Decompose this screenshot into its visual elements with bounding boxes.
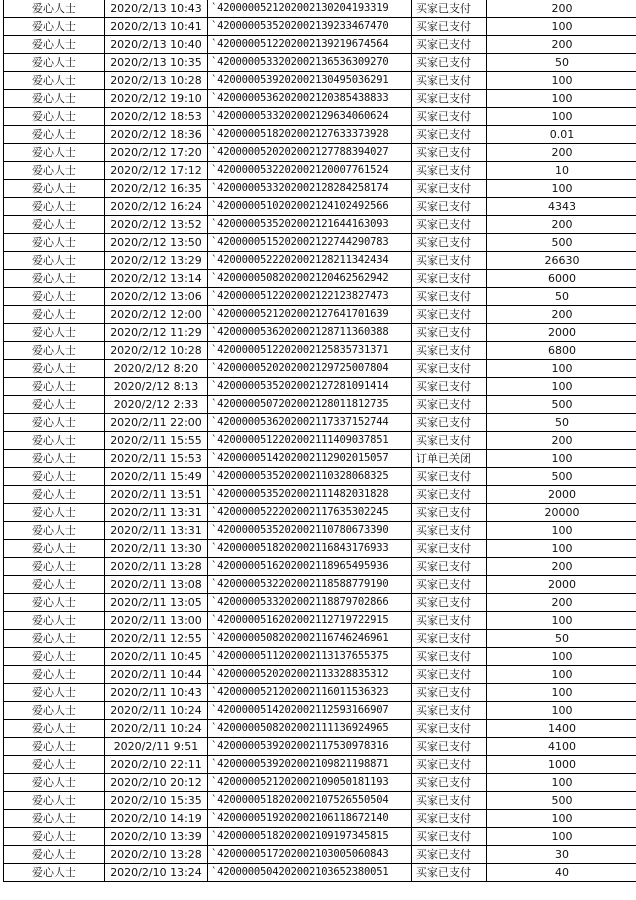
order-number-cell: `4200000536202002120385438833 [208, 90, 412, 108]
payment-status-cell: 买家已支付 [412, 162, 487, 180]
donor-name-cell: 爱心人士 [4, 468, 105, 486]
order-number-cell: `4200000512202002122123827473 [208, 288, 412, 306]
payment-status-cell: 买家已支付 [412, 576, 487, 594]
table-row [4, 126, 636, 144]
table-row [4, 630, 636, 648]
timestamp-cell: 2020/2/10 14:19 [105, 810, 208, 828]
timestamp-cell: 2020/2/11 15:55 [105, 432, 208, 450]
timestamp-cell: 2020/2/12 8:20 [105, 360, 208, 378]
amount-cell: 100 [487, 684, 636, 702]
order-number-cell: `4200000521202002116011536323 [208, 684, 412, 702]
payment-status-cell: 买家已支付 [412, 630, 487, 648]
table-row [4, 234, 636, 252]
table-row [4, 792, 636, 810]
payment-status-cell: 买家已支付 [412, 648, 487, 666]
payment-status-cell: 买家已支付 [412, 684, 487, 702]
donor-name-cell: 爱心人士 [4, 828, 105, 846]
payment-status-cell: 买家已支付 [412, 666, 487, 684]
amount-cell: 0.01 [487, 126, 636, 144]
donor-name-cell: 爱心人士 [4, 18, 105, 36]
payment-status-cell: 买家已支付 [412, 756, 487, 774]
amount-cell: 100 [487, 360, 636, 378]
payment-status-cell: 买家已支付 [412, 792, 487, 810]
amount-cell: 50 [487, 288, 636, 306]
donor-name-cell: 爱心人士 [4, 810, 105, 828]
table-row [4, 774, 636, 792]
donor-name-cell: 爱心人士 [4, 648, 105, 666]
amount-cell: 2000 [487, 324, 636, 342]
table-row [4, 810, 636, 828]
payment-status-cell: 买家已支付 [412, 36, 487, 54]
amount-cell: 2000 [487, 576, 636, 594]
donor-name-cell: 爱心人士 [4, 198, 105, 216]
timestamp-cell: 2020/2/11 13:28 [105, 558, 208, 576]
order-number-cell: `4200000533202002128284258174 [208, 180, 412, 198]
order-number-cell: `4200000536202002128711360388 [208, 324, 412, 342]
order-number-cell: `4200000520202002129725007804 [208, 360, 412, 378]
table-row [4, 54, 636, 72]
timestamp-cell: 2020/2/11 22:00 [105, 414, 208, 432]
timestamp-cell: 2020/2/12 12:00 [105, 306, 208, 324]
table-row [4, 468, 636, 486]
timestamp-cell: 2020/2/10 13:24 [105, 864, 208, 882]
table-row [4, 738, 636, 756]
payment-status-cell: 买家已支付 [412, 612, 487, 630]
timestamp-cell: 2020/2/12 16:35 [105, 180, 208, 198]
payment-status-cell: 买家已支付 [412, 774, 487, 792]
payment-status-cell: 买家已支付 [412, 468, 487, 486]
payment-status-cell: 买家已支付 [412, 144, 487, 162]
timestamp-cell: 2020/2/12 18:36 [105, 126, 208, 144]
table-row [4, 594, 636, 612]
amount-cell: 200 [487, 306, 636, 324]
payment-status-cell: 买家已支付 [412, 252, 487, 270]
amount-cell: 100 [487, 774, 636, 792]
table-row [4, 612, 636, 630]
amount-cell: 50 [487, 630, 636, 648]
timestamp-cell: 2020/2/12 13:14 [105, 270, 208, 288]
timestamp-cell: 2020/2/11 13:30 [105, 540, 208, 558]
order-number-cell: `4200000516202002118965495936 [208, 558, 412, 576]
timestamp-cell: 2020/2/10 22:11 [105, 756, 208, 774]
donor-name-cell: 爱心人士 [4, 36, 105, 54]
order-number-cell: `4200000521202002130204193319 [208, 0, 412, 18]
payment-status-cell: 买家已支付 [412, 324, 487, 342]
payment-status-cell: 买家已支付 [412, 738, 487, 756]
amount-cell: 100 [487, 810, 636, 828]
payment-status-cell: 买家已支付 [412, 378, 487, 396]
timestamp-cell: 2020/2/11 10:24 [105, 702, 208, 720]
amount-cell: 26630 [487, 252, 636, 270]
payment-status-cell: 买家已支付 [412, 270, 487, 288]
donor-name-cell: 爱心人士 [4, 756, 105, 774]
amount-cell: 100 [487, 378, 636, 396]
timestamp-cell: 2020/2/13 10:35 [105, 54, 208, 72]
amount-cell: 50 [487, 54, 636, 72]
order-number-cell: `4200000533202002136536309270 [208, 54, 412, 72]
amount-cell: 100 [487, 90, 636, 108]
table-row [4, 216, 636, 234]
order-number-cell: `4200000539202002109821198871 [208, 756, 412, 774]
order-number-cell: `4200000539202002117530978316 [208, 738, 412, 756]
timestamp-cell: 2020/2/13 10:41 [105, 18, 208, 36]
amount-cell: 6800 [487, 342, 636, 360]
amount-cell: 100 [487, 540, 636, 558]
order-number-cell: `4200000535202002127281091414 [208, 378, 412, 396]
timestamp-cell: 2020/2/11 10:44 [105, 666, 208, 684]
table-row [4, 864, 636, 882]
timestamp-cell: 2020/2/11 13:00 [105, 612, 208, 630]
payment-status-cell: 买家已支付 [412, 846, 487, 864]
table-row [4, 360, 636, 378]
order-number-cell: `4200000514202002112902015057 [208, 450, 412, 468]
donor-name-cell: 爱心人士 [4, 720, 105, 738]
amount-cell: 200 [487, 36, 636, 54]
table-row [4, 306, 636, 324]
table-row [4, 396, 636, 414]
table-row [4, 144, 636, 162]
amount-cell: 200 [487, 144, 636, 162]
timestamp-cell: 2020/2/12 8:13 [105, 378, 208, 396]
payment-status-cell: 买家已支付 [412, 72, 487, 90]
amount-cell: 30 [487, 846, 636, 864]
payment-status-cell: 买家已支付 [412, 234, 487, 252]
amount-cell: 6000 [487, 270, 636, 288]
donor-name-cell: 爱心人士 [4, 234, 105, 252]
donor-name-cell: 爱心人士 [4, 414, 105, 432]
amount-cell: 500 [487, 792, 636, 810]
amount-cell: 2000 [487, 486, 636, 504]
payment-status-cell: 买家已支付 [412, 198, 487, 216]
table-row [4, 702, 636, 720]
timestamp-cell: 2020/2/11 10:24 [105, 720, 208, 738]
amount-cell: 500 [487, 468, 636, 486]
timestamp-cell: 2020/2/12 18:53 [105, 108, 208, 126]
order-number-cell: `4200000533202002129634060624 [208, 108, 412, 126]
table-row [4, 504, 636, 522]
timestamp-cell: 2020/2/11 10:45 [105, 648, 208, 666]
order-number-cell: `4200000510202002124102492566 [208, 198, 412, 216]
order-number-cell: `4200000521202002109050181193 [208, 774, 412, 792]
payment-status-cell: 买家已支付 [412, 486, 487, 504]
order-number-cell: `4200000515202002122744290783 [208, 234, 412, 252]
table-row [4, 648, 636, 666]
payment-status-cell: 买家已支付 [412, 720, 487, 738]
donor-name-cell: 爱心人士 [4, 270, 105, 288]
amount-cell: 50 [487, 414, 636, 432]
donor-name-cell: 爱心人士 [4, 306, 105, 324]
order-number-cell: `4200000518202002127633373928 [208, 126, 412, 144]
amount-cell: 100 [487, 666, 636, 684]
payment-status-cell: 买家已支付 [412, 558, 487, 576]
table-row [4, 270, 636, 288]
timestamp-cell: 2020/2/11 13:31 [105, 522, 208, 540]
amount-cell: 20000 [487, 504, 636, 522]
donor-name-cell: 爱心人士 [4, 72, 105, 90]
donor-name-cell: 爱心人士 [4, 522, 105, 540]
donor-name-cell: 爱心人士 [4, 774, 105, 792]
table-row [4, 36, 636, 54]
donor-name-cell: 爱心人士 [4, 684, 105, 702]
amount-cell: 200 [487, 216, 636, 234]
amount-cell: 100 [487, 648, 636, 666]
table-row [4, 522, 636, 540]
table-row [4, 252, 636, 270]
order-number-cell: `4200000512202002139219674564 [208, 36, 412, 54]
order-number-cell: `4200000508202002111136924965 [208, 720, 412, 738]
amount-cell: 500 [487, 234, 636, 252]
payment-status-cell: 买家已支付 [412, 216, 487, 234]
order-number-cell: `4200000536202002117337152744 [208, 414, 412, 432]
order-number-cell: `4200000535202002111482031828 [208, 486, 412, 504]
amount-cell: 4343 [487, 198, 636, 216]
payment-status-cell: 买家已支付 [412, 540, 487, 558]
timestamp-cell: 2020/2/11 9:51 [105, 738, 208, 756]
timestamp-cell: 2020/2/11 13:31 [105, 504, 208, 522]
payment-status-cell: 买家已支付 [412, 504, 487, 522]
order-number-cell: `4200000516202002112719722915 [208, 612, 412, 630]
payment-status-cell: 买家已支付 [412, 864, 487, 882]
donor-name-cell: 爱心人士 [4, 702, 105, 720]
order-number-cell: `4200000535202002139233467470 [208, 18, 412, 36]
timestamp-cell: 2020/2/10 15:35 [105, 792, 208, 810]
donor-name-cell: 爱心人士 [4, 126, 105, 144]
donation-table [3, 0, 636, 882]
payment-status-cell: 买家已支付 [412, 522, 487, 540]
order-number-cell: `4200000519202002106118672140 [208, 810, 412, 828]
donor-name-cell: 爱心人士 [4, 378, 105, 396]
donor-name-cell: 爱心人士 [4, 594, 105, 612]
timestamp-cell: 2020/2/12 17:20 [105, 144, 208, 162]
amount-cell: 200 [487, 0, 636, 18]
table-row [4, 378, 636, 396]
table-row [4, 72, 636, 90]
donor-name-cell: 爱心人士 [4, 144, 105, 162]
donor-name-cell: 爱心人士 [4, 216, 105, 234]
timestamp-cell: 2020/2/12 17:12 [105, 162, 208, 180]
order-number-cell: `4200000533202002118879702866 [208, 594, 412, 612]
donor-name-cell: 爱心人士 [4, 54, 105, 72]
timestamp-cell: 2020/2/11 15:53 [105, 450, 208, 468]
donor-name-cell: 爱心人士 [4, 540, 105, 558]
donor-name-cell: 爱心人士 [4, 0, 105, 18]
timestamp-cell: 2020/2/12 13:29 [105, 252, 208, 270]
timestamp-cell: 2020/2/11 12:55 [105, 630, 208, 648]
amount-cell: 100 [487, 612, 636, 630]
payment-status-cell: 买家已支付 [412, 810, 487, 828]
table-row [4, 414, 636, 432]
amount-cell: 200 [487, 594, 636, 612]
table-row [4, 198, 636, 216]
timestamp-cell: 2020/2/11 13:05 [105, 594, 208, 612]
timestamp-cell: 2020/2/10 13:28 [105, 846, 208, 864]
amount-cell: 10 [487, 162, 636, 180]
order-number-cell: `4200000504202002103652380051 [208, 864, 412, 882]
payment-status-cell: 买家已支付 [412, 414, 487, 432]
payment-status-cell: 买家已支付 [412, 108, 487, 126]
timestamp-cell: 2020/2/11 13:08 [105, 576, 208, 594]
timestamp-cell: 2020/2/13 10:43 [105, 0, 208, 18]
donor-name-cell: 爱心人士 [4, 630, 105, 648]
order-number-cell: `4200000535202002121644163093 [208, 216, 412, 234]
amount-cell: 200 [487, 558, 636, 576]
donor-name-cell: 爱心人士 [4, 396, 105, 414]
payment-status-cell: 订单已关闭 [412, 450, 487, 468]
amount-cell: 1000 [487, 756, 636, 774]
table-row [4, 558, 636, 576]
table-row [4, 324, 636, 342]
table-row [4, 108, 636, 126]
timestamp-cell: 2020/2/12 13:06 [105, 288, 208, 306]
table-row [4, 666, 636, 684]
donor-name-cell: 爱心人士 [4, 666, 105, 684]
donor-name-cell: 爱心人士 [4, 738, 105, 756]
payment-status-cell: 买家已支付 [412, 594, 487, 612]
order-number-cell: `4200000512202002125835731371 [208, 342, 412, 360]
payment-status-cell: 买家已支付 [412, 18, 487, 36]
order-number-cell: `4200000521202002127641701639 [208, 306, 412, 324]
donor-name-cell: 爱心人士 [4, 288, 105, 306]
order-number-cell: `4200000539202002130495036291 [208, 72, 412, 90]
payment-status-cell: 买家已支付 [412, 0, 487, 18]
amount-cell: 100 [487, 180, 636, 198]
table-row [4, 90, 636, 108]
payment-status-cell: 买家已支付 [412, 432, 487, 450]
timestamp-cell: 2020/2/13 10:28 [105, 72, 208, 90]
timestamp-cell: 2020/2/12 10:28 [105, 342, 208, 360]
donor-name-cell: 爱心人士 [4, 360, 105, 378]
timestamp-cell: 2020/2/11 10:43 [105, 684, 208, 702]
payment-status-cell: 买家已支付 [412, 306, 487, 324]
donor-name-cell: 爱心人士 [4, 486, 105, 504]
donor-name-cell: 爱心人士 [4, 252, 105, 270]
timestamp-cell: 2020/2/12 13:50 [105, 234, 208, 252]
table-row [4, 846, 636, 864]
table-row [4, 486, 636, 504]
timestamp-cell: 2020/2/12 13:52 [105, 216, 208, 234]
order-number-cell: `4200000507202002128011812735 [208, 396, 412, 414]
table-row [4, 0, 636, 18]
order-number-cell: `4200000512202002111409037851 [208, 432, 412, 450]
payment-status-cell: 买家已支付 [412, 90, 487, 108]
donation-sheet [3, 0, 632, 882]
payment-status-cell: 买家已支付 [412, 180, 487, 198]
table-row [4, 684, 636, 702]
order-number-cell: `4200000532202002118588779190 [208, 576, 412, 594]
order-number-cell: `4200000522202002117635302245 [208, 504, 412, 522]
payment-status-cell: 买家已支付 [412, 54, 487, 72]
donor-name-cell: 爱心人士 [4, 450, 105, 468]
table-row [4, 432, 636, 450]
amount-cell: 100 [487, 72, 636, 90]
order-number-cell: `4200000518202002107526550504 [208, 792, 412, 810]
amount-cell: 100 [487, 828, 636, 846]
amount-cell: 500 [487, 396, 636, 414]
amount-cell: 40 [487, 864, 636, 882]
order-number-cell: `4200000520202002127788394027 [208, 144, 412, 162]
donor-name-cell: 爱心人士 [4, 90, 105, 108]
timestamp-cell: 2020/2/10 13:39 [105, 828, 208, 846]
timestamp-cell: 2020/2/13 10:40 [105, 36, 208, 54]
timestamp-cell: 2020/2/11 15:49 [105, 468, 208, 486]
payment-status-cell: 买家已支付 [412, 396, 487, 414]
table-row [4, 180, 636, 198]
table-row [4, 288, 636, 306]
donor-name-cell: 爱心人士 [4, 162, 105, 180]
order-number-cell: `4200000518202002109197345815 [208, 828, 412, 846]
table-row [4, 720, 636, 738]
order-number-cell: `4200000511202002113137655375 [208, 648, 412, 666]
donor-name-cell: 爱心人士 [4, 612, 105, 630]
payment-status-cell: 买家已支付 [412, 342, 487, 360]
order-number-cell: `4200000535202002110780673390 [208, 522, 412, 540]
table-row [4, 576, 636, 594]
timestamp-cell: 2020/2/12 16:24 [105, 198, 208, 216]
table-row [4, 828, 636, 846]
timestamp-cell: 2020/2/12 2:33 [105, 396, 208, 414]
payment-status-cell: 买家已支付 [412, 126, 487, 144]
donor-name-cell: 爱心人士 [4, 576, 105, 594]
amount-cell: 100 [487, 108, 636, 126]
order-number-cell: `4200000535202002110328068325 [208, 468, 412, 486]
payment-status-cell: 买家已支付 [412, 828, 487, 846]
amount-cell: 100 [487, 702, 636, 720]
table-row [4, 342, 636, 360]
amount-cell: 100 [487, 18, 636, 36]
amount-cell: 4100 [487, 738, 636, 756]
donor-name-cell: 爱心人士 [4, 108, 105, 126]
timestamp-cell: 2020/2/12 11:29 [105, 324, 208, 342]
table-row [4, 756, 636, 774]
timestamp-cell: 2020/2/10 20:12 [105, 774, 208, 792]
table-row [4, 450, 636, 468]
table-row [4, 162, 636, 180]
donor-name-cell: 爱心人士 [4, 324, 105, 342]
donor-name-cell: 爱心人士 [4, 342, 105, 360]
order-number-cell: `4200000532202002120007761524 [208, 162, 412, 180]
table-row [4, 18, 636, 36]
donor-name-cell: 爱心人士 [4, 504, 105, 522]
order-number-cell: `4200000517202002103005060843 [208, 846, 412, 864]
order-number-cell: `4200000514202002112593166907 [208, 702, 412, 720]
table-row [4, 540, 636, 558]
order-number-cell: `4200000522202002128211342434 [208, 252, 412, 270]
timestamp-cell: 2020/2/11 13:51 [105, 486, 208, 504]
order-number-cell: `4200000508202002120462562942 [208, 270, 412, 288]
donor-name-cell: 爱心人士 [4, 432, 105, 450]
amount-cell: 100 [487, 522, 636, 540]
payment-status-cell: 买家已支付 [412, 360, 487, 378]
order-number-cell: `4200000518202002116843176933 [208, 540, 412, 558]
amount-cell: 1400 [487, 720, 636, 738]
donor-name-cell: 爱心人士 [4, 846, 105, 864]
donor-name-cell: 爱心人士 [4, 792, 105, 810]
amount-cell: 200 [487, 432, 636, 450]
table-body [4, 0, 636, 882]
order-number-cell: `4200000508202002116746246961 [208, 630, 412, 648]
donor-name-cell: 爱心人士 [4, 180, 105, 198]
donor-name-cell: 爱心人士 [4, 864, 105, 882]
order-number-cell: `4200000520202002113328835312 [208, 666, 412, 684]
amount-cell: 100 [487, 450, 636, 468]
timestamp-cell: 2020/2/12 19:10 [105, 90, 208, 108]
payment-status-cell: 买家已支付 [412, 288, 487, 306]
donor-name-cell: 爱心人士 [4, 558, 105, 576]
payment-status-cell: 买家已支付 [412, 702, 487, 720]
